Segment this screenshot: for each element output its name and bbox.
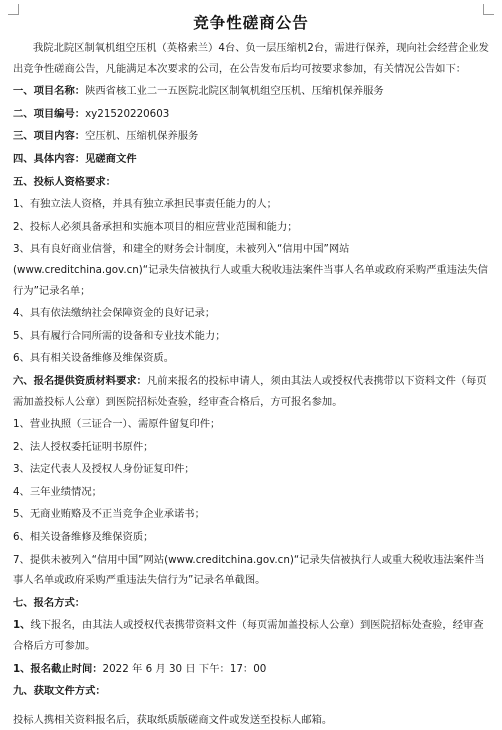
qualification-item: 6、具有相关设备维修及维保资质。 [13,352,175,365]
materials-heading: 六、报名提供资质材料要求： [13,374,147,387]
document-body [13,38,489,730]
materials-item: 5、无商业贿赂及不正当竞争企业承诺书； [13,508,205,521]
registration-method [13,615,489,656]
registration-deadline-label: 1、报名截止时间： [13,662,103,675]
registration-item-number: 1、 [13,619,31,632]
registration-deadline-value: 2022 年 6 月 30 日 下午：17：00 [102,662,267,675]
materials-item: 7、提供未被列入“信用中国”网站(www.creditchina.gov.cn)“记录失信被执行人或重大税收违法案件当事人名单或政府采购严重违法失信行为”记录名单截图。 [13,553,485,587]
qualification-heading: 五、投标人资格要求： [13,175,116,188]
qualification-item: 3、具有良好商业信誉，和建全的财务会计制度，未被列入“信用中国”网站(www.creditchina.gov.cn)“记录失信被执行人或重大税收违法案件当事人名单或政府采购严重违法失信行为”记录名单； [13,243,488,297]
obtain-heading: 九、获取文件方式： [13,685,106,698]
project-content-value: 空压机、压缩机保养服务 [85,130,199,143]
registration-heading: 七、报名方式： [13,596,86,609]
method-value: 见磋商文件 [85,152,137,165]
document-title: 竞争性磋商公告 [193,13,309,32]
materials-paragraph [13,371,489,412]
intro-paragraph: 我院北院区制氧机组空压机（英格索兰）4台、负一层压缩机2台，需进行保养，现向社会经营企业发出竞争性磋商公告，凡能满足本次要求的公司，在公告发布后均可按要求参加，有关情况公告如下： [13,42,489,75]
project-content-label: 三、项目内容： [13,130,86,143]
materials-item: 3、法定代表人及授权人身份证复印件； [13,463,195,476]
project-name-value: 陕西省核工业二一五医院北院区制氧机组空压机、压缩机保养服务 [85,85,384,98]
project-no-label: 二、项目编号： [13,107,86,120]
qualification-item: 2、投标人必须具备承担和实施本项目的相应营业范围和能力； [13,220,298,233]
project-no-value: xy21520220603 [85,107,170,120]
project-no-line [13,104,489,125]
registration-method-text: 线下报名，由其法人或授权代表携带资料文件（每页需加盖投标人公章）到医院招标处查验，经审查合格后方可参加。 [13,619,484,653]
method-label: 四、具体内容： [13,152,86,165]
materials-item: 2、法人授权委托证明书原件； [13,440,154,453]
registration-deadline [13,659,489,680]
project-content-line [13,126,489,147]
materials-item: 1、营业执照（三证合一）、需原件留复印件； [13,418,221,431]
qualification-item: 5、具有履行合同所需的设备和专业技术能力； [13,329,226,342]
materials-item: 6、相关设备维修及维保资质； [13,531,154,544]
method-line [13,149,489,170]
qualification-item: 4、具有依法缴纳社会保障资金的良好记录； [13,307,216,320]
project-name-label: 一、项目名称： [13,85,86,98]
materials-intro: 凡前来报名的投标申请人，须由其法人或授权代表携带以下资料文件（每页需加盖投标人公章）到医院招标处查验，经审查合格后，方可报名参加。 [13,374,487,408]
obtain-text: 投标人携相关资料报名后，获取纸质版磋商文件或发送至投标人邮箱。 [13,713,333,726]
qualification-item: 1、有独立法人资格，并具有独立承担民事责任能力的人； [13,198,277,211]
materials-item: 4、三年业绩情况； [13,485,102,498]
project-name-line [13,81,489,102]
